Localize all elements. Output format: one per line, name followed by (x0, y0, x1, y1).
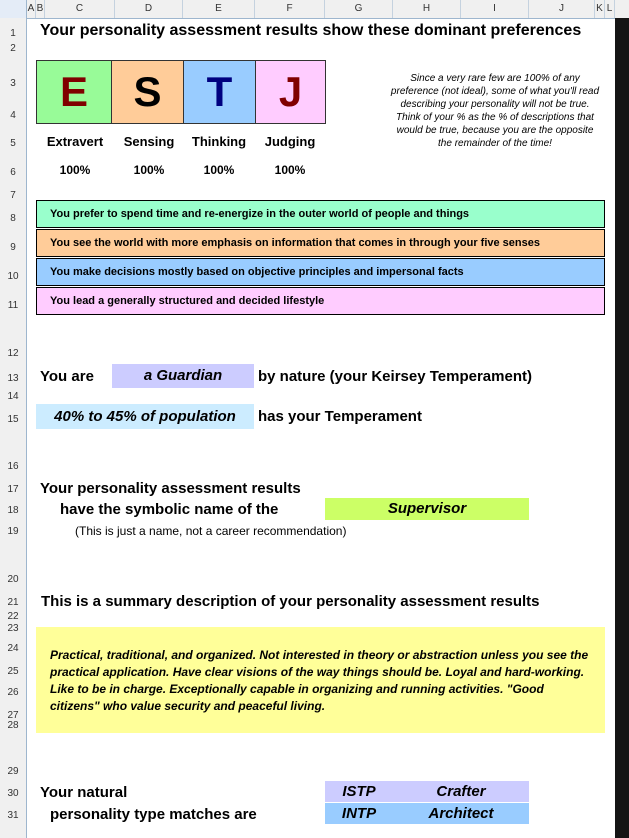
row-header[interactable]: 16 (7, 461, 19, 472)
summary-heading: This is a summary description of your personality assessment results (41, 593, 540, 610)
row-header[interactable]: 5 (10, 138, 16, 149)
row-header[interactable]: 24 (7, 643, 19, 654)
letter-tile-e: E (36, 60, 112, 124)
matches-line-2: personality type matches are (50, 806, 257, 823)
dimension-percent: 100% (203, 163, 235, 177)
row-header[interactable]: 25 (7, 666, 19, 677)
row-header[interactable]: 31 (7, 810, 19, 821)
letter-tile-t: T (183, 60, 256, 124)
row-header[interactable]: 18 (7, 505, 19, 516)
symbolic-note: (This is just a name, not a career recommendation) (75, 524, 347, 538)
percentage-disclaimer: Since a very rare few are 100% of any preference (not ideal), some of what you'll read describing your personality will not be true. Think of your % as the % of descriptions that would be true, because you are the opposite the remainder of the time! (390, 73, 600, 149)
summary-description: Practical, traditional, and organized. Not interested in theory or abstraction unless you see the practical application. Have clear visions of the way things should be. Loyal and hard-working. Like to be in charge. Exceptionally capable in organizing and running activities. "Good citizens" who value security and peaceful living. (36, 627, 605, 733)
symbolic-line-1: Your personality assessment results (40, 480, 301, 497)
row-header[interactable]: 30 (7, 788, 19, 799)
population-suffix: has your Temperament (258, 408, 422, 425)
col-header[interactable]: D (115, 0, 183, 18)
dimension-label-judging: Judging (264, 134, 316, 149)
dimension-label-thinking: Thinking (191, 134, 247, 149)
row-header[interactable]: 9 (10, 242, 16, 253)
row-header[interactable]: 3 (10, 78, 16, 89)
matches-line-1: Your natural (40, 784, 128, 801)
col-header[interactable]: F (255, 0, 325, 18)
match-row-istp (325, 781, 529, 802)
preference-row-sensing: You see the world with more emphasis on information that comes in through your five senses (36, 229, 605, 257)
col-header[interactable]: J (529, 0, 595, 18)
row-header[interactable]: 19 (7, 526, 19, 537)
population-value: 40% to 45% of population (36, 404, 254, 429)
dimension-label-sensing: Sensing (123, 134, 175, 149)
match-type: ISTP (342, 783, 376, 800)
dimension-percent: 100% (274, 163, 306, 177)
dimension-percent: 100% (59, 163, 91, 177)
match-type: INTP (341, 805, 377, 822)
col-header[interactable]: C (45, 0, 115, 18)
row-header[interactable]: 11 (7, 300, 19, 311)
col-header[interactable]: B (36, 0, 45, 18)
symbolic-line-2: have the symbolic name of the (60, 501, 279, 518)
match-name: Architect (428, 805, 494, 822)
col-header[interactable]: H (393, 0, 461, 18)
sheet-edge-shadow (615, 18, 629, 838)
row-header[interactable]: 8 (10, 213, 16, 224)
row-header-bar (0, 18, 27, 838)
letter-tile-s: S (111, 60, 184, 124)
row-header[interactable]: 4 (10, 110, 16, 121)
row-header[interactable]: 26 (7, 687, 19, 698)
row-header[interactable]: 22 (7, 611, 19, 622)
row-header[interactable]: 10 (7, 271, 19, 282)
row-header[interactable]: 27 (7, 710, 19, 721)
row-header[interactable]: 21 (7, 597, 19, 608)
col-header[interactable]: G (325, 0, 393, 18)
row-header[interactable]: 12 (7, 348, 19, 359)
column-header-bar (0, 0, 629, 19)
row-header[interactable]: 23 (7, 623, 19, 634)
preference-row-thinking: You make decisions mostly based on objective principles and impersonal facts (36, 258, 605, 286)
row-header[interactable]: 28 (7, 720, 19, 731)
select-all-corner[interactable] (0, 0, 27, 18)
match-row-intp (325, 803, 529, 824)
letter-tile-j: J (255, 60, 326, 124)
row-header[interactable]: 13 (7, 373, 19, 384)
preference-row-judging: You lead a generally structured and decided lifestyle (36, 287, 605, 315)
row-header[interactable]: 1 (10, 28, 16, 39)
temperament-value: a Guardian (112, 364, 254, 388)
row-header[interactable]: 2 (10, 43, 16, 54)
dimension-percent: 100% (133, 163, 165, 177)
dimension-label-extravert: Extravert (46, 134, 104, 149)
temperament-suffix: by nature (your Keirsey Temperament) (258, 368, 532, 385)
col-header[interactable]: E (183, 0, 255, 18)
symbolic-name: Supervisor (325, 498, 529, 520)
row-header[interactable]: 29 (7, 766, 19, 777)
preference-row-extravert: You prefer to spend time and re-energize in the outer world of people and things (36, 200, 605, 228)
page-title: Your personality assessment results show these dominant preferences (40, 22, 582, 39)
col-header[interactable]: A (27, 0, 36, 18)
col-header[interactable]: I (461, 0, 529, 18)
row-header[interactable]: 20 (7, 574, 19, 585)
row-header[interactable]: 6 (10, 167, 16, 178)
col-header[interactable]: L (605, 0, 615, 18)
match-name: Crafter (436, 783, 486, 800)
row-header[interactable]: 15 (7, 414, 19, 425)
row-header[interactable]: 7 (10, 190, 16, 201)
you-are-label: You are (40, 368, 94, 385)
col-header[interactable]: K (595, 0, 605, 18)
row-header[interactable]: 17 (7, 484, 19, 495)
row-header[interactable]: 14 (7, 391, 19, 402)
